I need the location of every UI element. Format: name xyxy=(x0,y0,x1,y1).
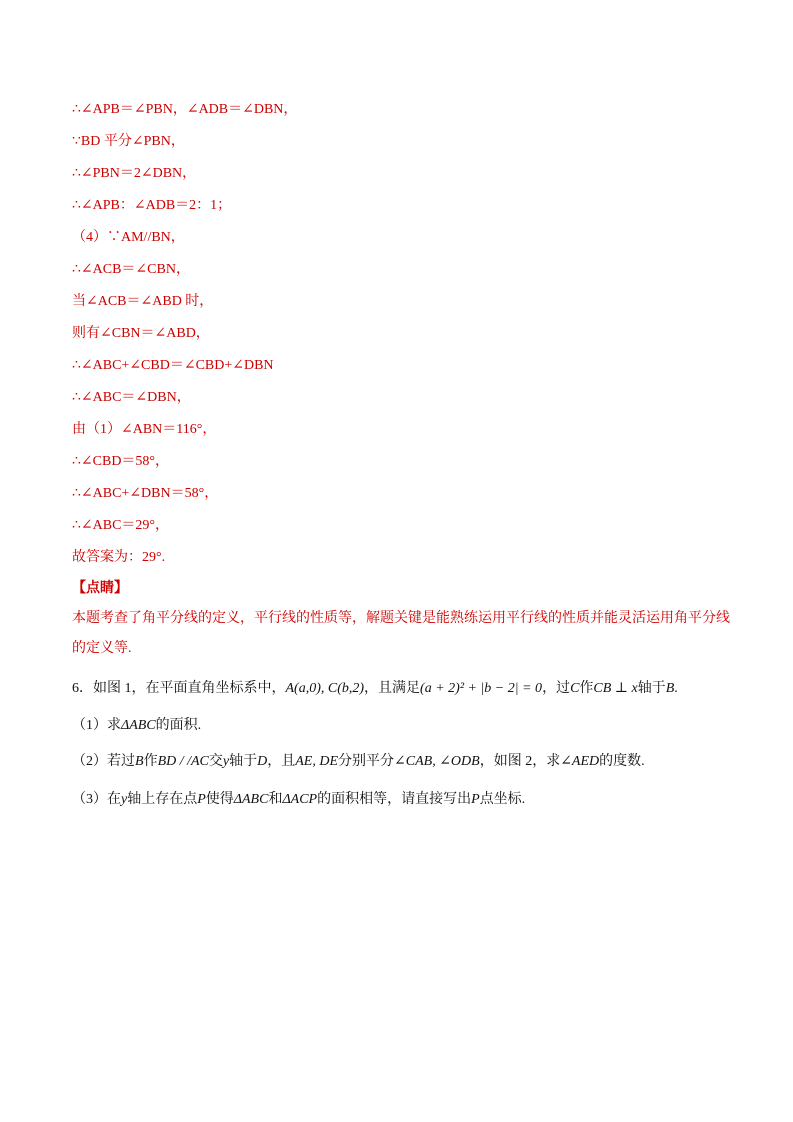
q2-text-g: ，如图 2，求 xyxy=(479,754,561,769)
solution-line-1: ∴∠APB＝∠PBN，∠ADB＝∠DBN， xyxy=(72,102,298,117)
q3-math-p2: P xyxy=(471,792,480,807)
q2-math-b: B xyxy=(135,754,144,769)
q2-math-d: D xyxy=(257,754,268,769)
solution-line-9: ∴∠ABC+∠CBD＝∠CBD+∠DBN xyxy=(72,358,274,373)
q2-text-c: 交 xyxy=(208,754,223,769)
q2-math-y: y xyxy=(222,754,230,769)
comment-text: 本题考查了角平分线的定义，平行线的性质等，解题关键是能熟练运用平行线的性质并能灵活运用角平分线的定义等. xyxy=(72,611,730,656)
solution-line-12: ∴∠CBD＝58°， xyxy=(72,454,170,469)
stem-math-perp: CB ⊥ x xyxy=(593,681,638,696)
q3-text-b: 轴上存在点 xyxy=(127,792,198,807)
solution-line-3: ∴∠PBN＝2∠DBN， xyxy=(72,166,197,181)
solution-line-15: 故答案为：29°. xyxy=(72,550,166,565)
solution-line-13: ∴∠ABC+∠DBN＝58°， xyxy=(72,486,219,501)
q2-math-angles: ∠CAB, ∠ODB xyxy=(394,754,480,769)
q1-text-a: （1）求 xyxy=(72,718,121,733)
q3-text-e: 的面积相等，请直接写出 xyxy=(317,792,472,807)
q2-text-f: 分别平分 xyxy=(338,754,395,769)
problem-6-stem xyxy=(72,680,678,698)
stem-text-a: 6．如图 1，在平面直角坐标系中， xyxy=(72,681,286,696)
stem-text-d: 作 xyxy=(579,681,594,696)
solution-line-6: ∴∠ACB＝∠CBN， xyxy=(72,262,190,277)
stem-math-b: B xyxy=(665,681,675,696)
q2-math-bisectors: AE, DE xyxy=(295,754,339,769)
stem-math-points: A(a,0), C(b,2) xyxy=(285,681,365,696)
problem-6-question-1 xyxy=(72,717,201,735)
solution-line-5: （4）∵AM//BN， xyxy=(72,230,185,245)
stem-text-b: ，且满足 xyxy=(364,681,421,696)
comment-heading: 【点睛】 xyxy=(72,581,128,596)
solution-line-2: ∵BD 平分∠PBN， xyxy=(72,134,185,149)
stem-math-c: C xyxy=(570,681,580,696)
q3-text-d: 和 xyxy=(268,792,283,807)
stem-text-e: 轴于 xyxy=(637,681,666,696)
solution-line-8: 则有∠CBN＝∠ABD， xyxy=(72,326,210,341)
q3-math-p: P xyxy=(197,792,206,807)
problem-6-question-2 xyxy=(72,753,645,771)
q3-math-acp: ΔACP xyxy=(282,792,318,807)
q1-text-b: 的面积. xyxy=(155,718,202,733)
problem-6-question-3 xyxy=(72,791,525,809)
q2-text-a: （2）若过 xyxy=(72,754,135,769)
q3-math-abc: ΔABC xyxy=(233,792,269,807)
stem-math-condition: (a + 2)² + |b − 2| = 0 xyxy=(420,681,543,696)
solution-line-10: ∴∠ABC＝∠DBN， xyxy=(72,390,191,405)
q2-math-aed: ∠AED xyxy=(560,754,600,769)
solution-line-7: 当∠ACB＝∠ABD 时， xyxy=(72,294,214,309)
q2-text-e: ，且 xyxy=(267,754,296,769)
q2-text-b: 作 xyxy=(143,754,158,769)
solution-line-4: ∴∠APB：∠ADB＝2：1； xyxy=(72,198,232,213)
q2-text-h: 的度数. xyxy=(599,754,645,769)
q3-text-f: 点坐标. xyxy=(479,792,526,807)
stem-text-f: . xyxy=(674,681,678,696)
solution-line-11: 由（1）∠ABN＝116°， xyxy=(72,422,217,437)
solution-line-14: ∴∠ABC＝29°， xyxy=(72,518,170,533)
q3-text-a: （3）在 xyxy=(72,792,121,807)
q2-text-d: 轴于 xyxy=(229,754,258,769)
q3-text-c: 使得 xyxy=(205,792,234,807)
stem-text-c: ，过 xyxy=(542,681,571,696)
q1-math-triangle: ΔABC xyxy=(121,718,156,733)
q2-math-parallel: BD / /AC xyxy=(157,754,209,769)
q3-math-y: y xyxy=(121,792,128,807)
